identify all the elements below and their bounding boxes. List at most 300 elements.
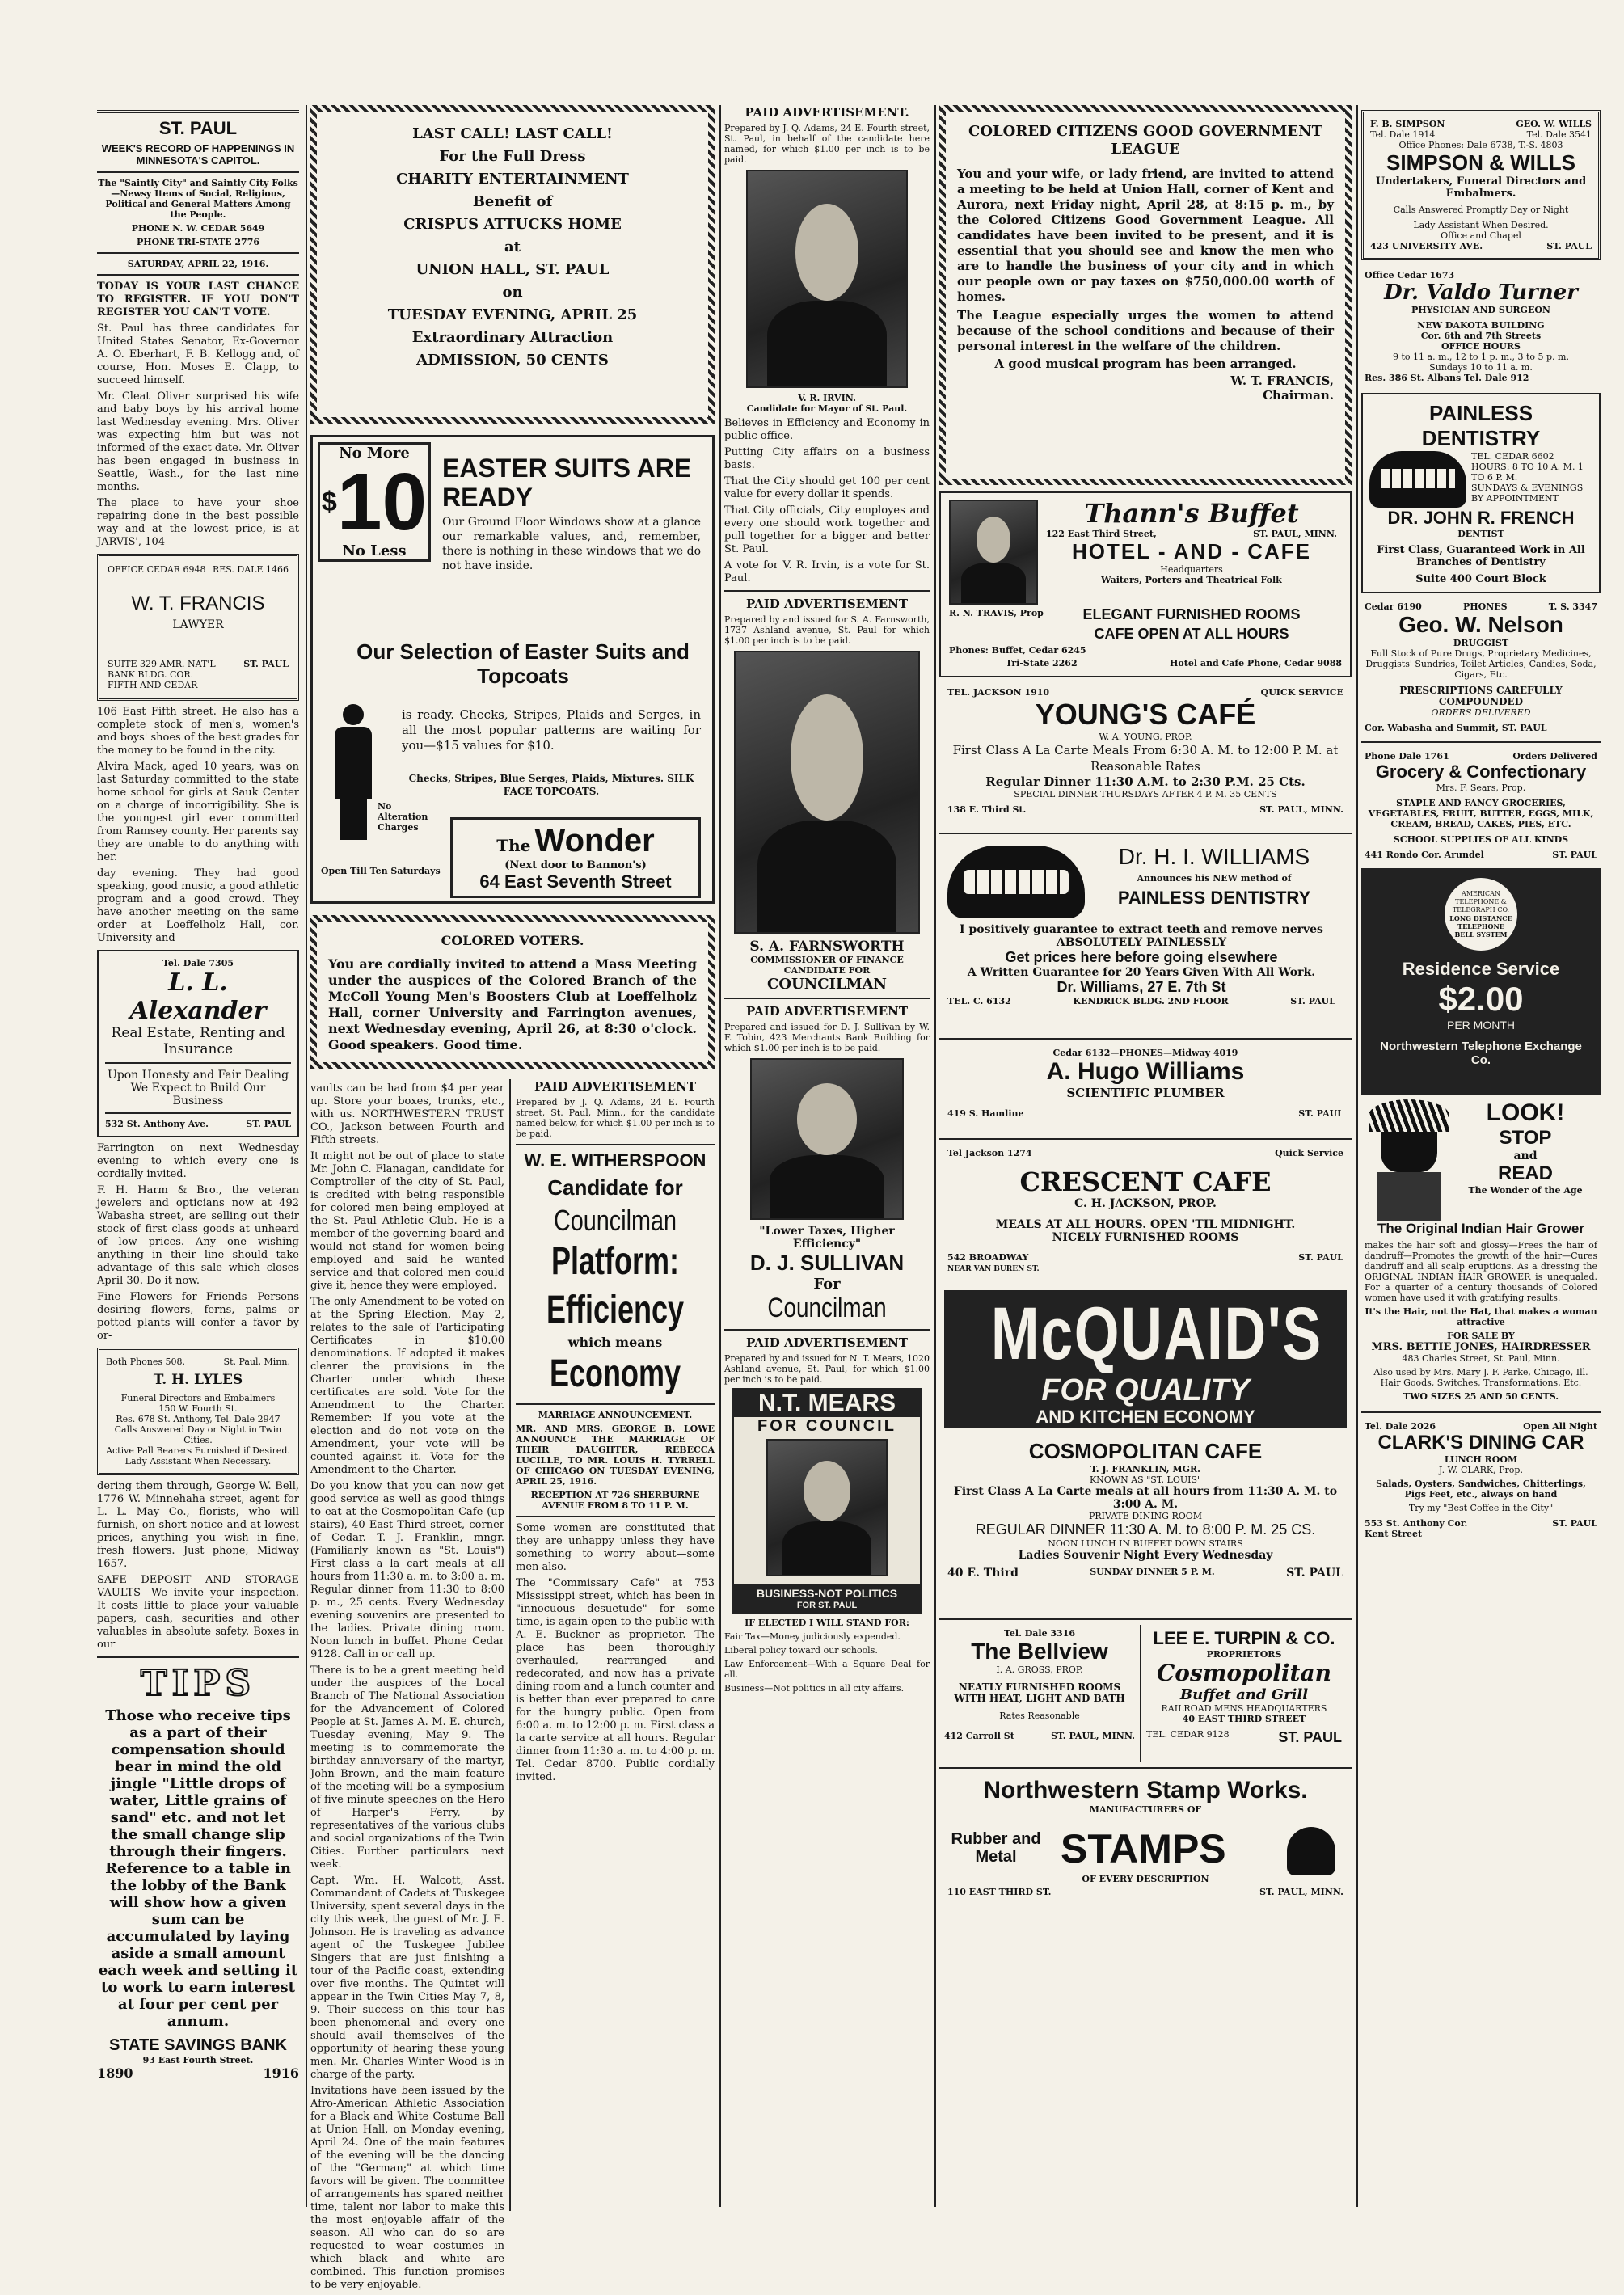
crescent-near: NEAR VAN BUREN ST.	[947, 1265, 1040, 1273]
thanns-phone: Phones: Buffet, Cedar 6245	[949, 645, 1086, 656]
sullivan-portrait	[750, 1058, 904, 1220]
voters-body: You are cordially invited to attend a Mass Meeting under the auspices of the Colored Branch of the McColl Young Men's Boosters Club at Loeffelholz Hall, corner University and Farrington avenues, next Wednesday evening, April 26, at 8:30 o'clock. Good speakers. Good time.	[328, 956, 697, 1053]
turpin-cosmo: Cosmopolitan	[1157, 1660, 1331, 1686]
clarks-addr: 553 St. Anthony Cor. Kent Street	[1365, 1518, 1468, 1539]
youngs-line-3: SPECIAL DINNER THURSDAYS AFTER 4 P. M. 35 CENTS	[1014, 789, 1277, 799]
subhead: WEEK'S RECORD OF HAPPENINGS IN MINNESOTA'S CAPITOL.	[101, 142, 295, 167]
grocery-addr: 441 Rondo Cor. Arundel	[1365, 850, 1484, 860]
thanns-rooms: ELEGANT FURNISHED ROOMS	[1082, 606, 1301, 622]
article-text: vaults can be had from $4 per year up. Store your boxes, trunks, etc., with us. NORTHWESTERN TRUST CO., Jackson between Fourth and Fifth streets.	[310, 1082, 504, 1146]
tel-co: Northwestern Telephone Exchange Co.	[1380, 1040, 1582, 1067]
phone-2: PHONE TRI-STATE 2776	[136, 237, 260, 247]
hg-look: LOOK!	[1486, 1099, 1565, 1126]
paid-ad-label: PAID ADVERTISEMENT.	[745, 105, 909, 120]
bellview-addr: 412 Carroll St	[944, 1731, 1014, 1741]
bellview-line-2: Rates Reasonable	[999, 1711, 1080, 1721]
turner-cor: Cor. 6th and 7th Streets	[1420, 331, 1542, 341]
bellview-turpin-row	[939, 1625, 1352, 1762]
lyles-line: Calls Answered Day or Night in Twin Cities.	[114, 1424, 282, 1445]
witherspoon-platform: Platform:	[550, 1240, 680, 1283]
voters-title: COLORED VOTERS.	[441, 933, 584, 948]
lc-line: LAST CALL! LAST CALL!	[412, 125, 613, 142]
paid-ad-prep: Prepared by J. Q. Adams, 24 E. Fourth street, St. Paul, in behalf of the candidate here named, for which $1.00 per inch is to be paid.	[724, 123, 930, 165]
alex-line-2: Upon Honesty and Fair Dealing We Expect to Build Our Business	[107, 1069, 289, 1107]
badge-line: AMERICAN TELEPHONE & TELEGRAPH CO.	[1452, 890, 1510, 913]
cosmo-sun: SUNDAY DINNER 5 P. M.	[1090, 1567, 1215, 1577]
crescent-cafe-ad	[939, 1145, 1352, 1282]
hg-sale: FOR SALE BY	[1447, 1331, 1515, 1341]
article-text: 106 East Fifth street. He also has a complete stock of men's, women's and boys' shoes of the best grades for the money to be found in the city.	[97, 706, 300, 757]
hg-saddr: 483 Charles Street, St. Paul, Minn.	[1402, 1353, 1560, 1364]
french-tel: TEL. CEDAR 6602	[1471, 451, 1554, 462]
cosmo-addr: 40 E. Third	[947, 1567, 1019, 1580]
dentures-icon	[947, 846, 1085, 918]
lyles-city: St. Paul, Minn.	[223, 1356, 290, 1367]
witherspoon-cand: Candidate for	[547, 1175, 683, 1200]
mcquaids-ad	[944, 1290, 1347, 1428]
farnsworth-portrait	[734, 651, 920, 934]
youngs-line: First Class A La Carte Meals From 6:30 A. M. to 12:00 P. M. at Reasonable Rates	[952, 743, 1339, 774]
youngs-name: YOUNG'S CAFÉ	[1035, 698, 1256, 731]
wonder-addr: 64 East Seventh Street	[479, 871, 672, 892]
french-sun: SUNDAYS & EVENINGS BY APPOINTMENT	[1471, 483, 1584, 504]
turpin-ad	[1141, 1625, 1347, 1762]
thanns-city: ST. PAUL, MINN.	[1253, 529, 1337, 539]
crescent-addr: 542 BROADWAY	[947, 1252, 1029, 1263]
stamp-city: ST. PAUL, MINN.	[1259, 1887, 1343, 1897]
williams-line-3: Get prices here before going elsewhere	[1005, 949, 1278, 965]
article-text: There is to be a great meeting held under the auspices of the Local Branch of The National Association for the Advancement of Colored People at St. James A. M. E. church, Tuesday evening, May 9. The meeting is to commemorate the birthday anniversary of the martyr, John Brown, and the main feature of the meeting will be a symposium of five minute speeches on the Hero of Harper's Ferry, by representatives of the various clubs and social organizations of the Twin Cities. Further particulars next week.	[310, 1664, 504, 1871]
article-text: It might not be out of place to state Mr. John C. Flanagan, candidate for Comptroller of the city of St. Paul, is credited with being responsible for colored men being employed at the St. Paul Athletic Club. He is a member of the governing board and would not stand for women being employed and said he wanted service and that colored men could give it, hence they were employed.	[310, 1150, 504, 1292]
clarks-prop: J. W. CLARK, Prop.	[1439, 1465, 1523, 1475]
alex-addr: 532 St. Anthony Ave.	[105, 1119, 209, 1129]
lyles-line: Res. 678 St. Anthony, Tel. Dale 2947	[116, 1414, 281, 1424]
french-dent: DENTIST	[1457, 529, 1504, 539]
mears-for: FOR COUNCIL	[757, 1417, 896, 1435]
thanns-hq-2: Waiters, Porters and Theatrical Folk	[1101, 575, 1282, 585]
stamp-stamps: STAMPS	[1061, 1826, 1226, 1871]
no-less: No Less	[342, 542, 407, 559]
article-text: Alvira Mack, aged 10 years, was on last Saturday committed to the state home school for girls at Sauk Center on a charge of incorrigibility. She is the youngest girl ever committed from Ramsey county. Her parents say they are unable to do anything with her.	[97, 761, 299, 863]
no-more: No More	[339, 445, 410, 462]
williams-pd: PAINLESS DENTISTRY	[1117, 888, 1311, 908]
thanns-phone-3: Hotel and Cafe Phone, Cedar 9088	[1170, 658, 1342, 669]
alex-city: ST. PAUL	[246, 1119, 291, 1129]
mcquaid-econ: AND KITCHEN ECONOMY	[1036, 1407, 1255, 1427]
turpin-city: ST. PAUL	[1278, 1729, 1342, 1745]
crescent-tel: Tel Jackson 1274	[947, 1148, 1032, 1158]
turner-name: Dr. Valdo Turner	[1384, 281, 1578, 305]
nelson-title: DRUGGIST	[1453, 638, 1509, 648]
lc-line: CRISPUS ATTUCKS HOME	[403, 216, 622, 233]
irvin-name: V. R. IRVIN.	[798, 393, 856, 403]
man-figure-icon	[329, 704, 378, 842]
tips-title: TIPS	[140, 1663, 256, 1704]
witherspoon-office: Councilman	[553, 1204, 677, 1237]
paid-ad-label: PAID ADVERTISEMENT	[534, 1079, 697, 1094]
mears-city: FOR ST. PAUL	[796, 1601, 858, 1610]
williams-line: I positively guarantee to extract teeth and remove nerves	[960, 923, 1323, 936]
sullivan-for: For	[813, 1276, 841, 1293]
simpson-desc: Undertakers, Funeral Directors and Embalmers.	[1375, 175, 1587, 200]
turner-office: Office Cedar 1673	[1365, 270, 1455, 281]
nelson-orders: ORDERS DELIVERED	[1431, 707, 1531, 718]
turpin-name: LEE E. TURPIN & CO.	[1153, 1628, 1335, 1648]
grocery-phone: Phone Dale 1761	[1365, 751, 1449, 761]
hg-also: Also used by Mrs. Mary J. F. Parke, Chicago, Ill. Hair Goods, Switches, Transformations, Etc.	[1373, 1367, 1588, 1388]
lyles-name: T. H. LYLES	[153, 1372, 243, 1388]
lyles-line: 150 W. Fourth St.	[158, 1403, 238, 1414]
bellview-name: The Bellview	[971, 1639, 1108, 1664]
youngs-quick: QUICK SERVICE	[1260, 687, 1343, 698]
paid-ad-prep: Prepared by J. Q. Adams, 24 E. Fourth street, St. Paul, Minn., for the candidate named below, for which $1.00 per inch is to be paid.	[516, 1097, 715, 1139]
grocery-school: SCHOOL SUPPLIES OF ALL KINDS	[1393, 834, 1569, 845]
bell-system-icon	[1445, 878, 1517, 951]
stamp-addr: 110 EAST THIRD ST.	[947, 1887, 1052, 1897]
column-2-text	[310, 1079, 504, 2295]
article-text: SAFE DEPOSIT AND STORAGE VAULTS—We invite your inspection. It costs little to place your valuable papers, cash, securities and other valuables in absolute safety. Boxes in our	[97, 1574, 299, 1651]
paid-ad-label: PAID ADVERTISEMENT	[745, 597, 909, 611]
thanns-name: Thann's Buffet	[1084, 498, 1299, 529]
dentures-icon	[1369, 451, 1466, 508]
lyles-line: Lady Assistant When Necessary.	[124, 1456, 272, 1466]
mears-elected: IF ELECTED I WILL STAND FOR:	[745, 1618, 909, 1628]
wonder-sub: Our Selection of Easter Suits and Topcoats	[356, 639, 690, 688]
hg-tag: It's the Hair, not the Hat, that makes a woman attractive	[1365, 1306, 1597, 1327]
paid-ad-prep: Prepared and issued for D. J. Sullivan by W. F. Tobin, 423 Merchants Bank Building for which $1.00 per inch is to be paid.	[724, 1022, 930, 1053]
williams-dentist-ad	[939, 839, 1352, 1033]
french-suite: Suite 400 Court Block	[1415, 573, 1546, 585]
article-text: That the City should get 100 per cent value for every dollar it spends.	[724, 475, 930, 500]
lc-line: at	[504, 238, 521, 255]
hugo-phones: Cedar 6132—PHONES—Midway 4019	[1052, 1048, 1238, 1058]
bank-year-start: 1890	[97, 2065, 133, 2081]
open-till: Open Till Ten Saturdays	[321, 866, 441, 876]
youngs-prop: W. A. YOUNG, PROP.	[1099, 732, 1192, 742]
french-line: First Class, Guaranteed Work in All Branches of Dentistry	[1377, 544, 1585, 568]
alex-name: L. L. Alexander	[129, 968, 267, 1025]
francis-lawyer-ad	[97, 554, 299, 701]
wonder-store-box	[450, 817, 701, 898]
no-alteration: No Alteration Charges	[378, 801, 428, 833]
wonder-name: Wonder	[534, 823, 655, 859]
williams-bldg: KENDRICK BLDG. 2ND FLOOR	[1073, 996, 1229, 1006]
lc-line: TUESDAY EVENING, APRIL 25	[387, 306, 638, 323]
turpin-prop: PROPRIETORS	[1206, 1649, 1282, 1660]
wonder-the: The	[496, 836, 531, 855]
youngs-addr: 138 E. Third St.	[947, 804, 1027, 815]
witherspoon-efficiency: Efficiency	[546, 1289, 685, 1331]
crescent-quick: Quick Service	[1275, 1148, 1343, 1158]
bellview-tel: Tel. Dale 3316	[1003, 1628, 1076, 1639]
tel-res: Residence Service	[1402, 959, 1560, 979]
williams-tel: TEL. C. 6132	[947, 996, 1011, 1006]
thanns-addr: 122 East Third Street,	[1046, 529, 1157, 539]
lc-line: ADMISSION, 50 CENTS	[416, 352, 609, 369]
simpson-t2: Tel. Dale 3541	[1526, 129, 1592, 140]
nelson-phones: PHONES	[1462, 601, 1508, 612]
tips-body: Those who receive tips as a part of their compensation should bear in mind the old jingle "Little drops of water, Little grains of sand" etc. and not let the small change slip through their fingers. Reference to a table in the lobby of the Bank will show how a given sum can be accumulated by laying aside a small amount each week and setting it to work to earn interest at four per cent per annum.	[98, 1707, 298, 2030]
badge-line-3: BELL SYSTEM	[1454, 930, 1508, 939]
simpson-n1: F. B. SIMPSON	[1370, 119, 1445, 129]
hair-grower-ad	[1361, 1095, 1601, 1407]
witherspoon-name: W. E. WITHERSPOON	[524, 1150, 707, 1171]
bellview-prop: I. A. GROSS, PROP.	[996, 1664, 1083, 1675]
nelson-name: Geo. W. Nelson	[1398, 612, 1563, 637]
cosmo-known: KNOWN AS "ST. LOUIS"	[1089, 1474, 1202, 1485]
league-body-3: A good musical program has been arranged.	[994, 356, 1297, 371]
grocery-desc: STAPLE AND FANCY GROCERIES, VEGETABLES, FRUIT, BUTTER, EGGS, MILK, CREAM, BREAD, CAKES, PIES, ETC.	[1368, 798, 1594, 829]
newspaper-page	[97, 105, 1601, 2291]
register-notice: TODAY IS YOUR LAST CHANCE TO REGISTER. IF YOU DON'T REGISTER YOU CAN'T VOTE.	[97, 281, 299, 319]
grocery-city: ST. PAUL	[1552, 850, 1597, 860]
hugo-addr: 419 S. Hamline	[947, 1108, 1024, 1119]
nelson-desc: Full Stock of Pure Drugs, Proprietary Medicines, Druggists' Sundries, Toilet Articles, Candies, Soda, Cigars, Etc.	[1365, 648, 1597, 680]
lyles-phones: Both Phones 508.	[106, 1356, 186, 1367]
mears-stand: Business—Not politics in all city affairs.	[724, 1683, 905, 1694]
williams-line-2: ABSOLUTELY PAINLESSLY	[1056, 936, 1227, 949]
thanns-buffet-ad	[939, 491, 1352, 677]
league-body-2: The League especially urges the women to attend because of the school conditions and because of their personal interest in the welfare of the children.	[957, 308, 1334, 353]
nelson-cor: Cor. Wabasha and Summit,	[1365, 723, 1499, 733]
youngs-tel: TEL. JACKSON 1910	[947, 687, 1050, 698]
lc-line: on	[502, 284, 523, 301]
sullivan-slogan: "Lower Taxes, Higher Efficiency"	[759, 1225, 895, 1251]
article-text: F. H. Harm & Bro., the veteran jewelers and opticians now at 492 Wabasha street, are selling out their stock of first class goods at unheard of low prices. Any one wishing anything in their line should take advantage of this sale which closes April 30. Do it now.	[97, 1184, 299, 1287]
simpson-chapel: Office and Chapel	[1441, 230, 1521, 241]
office-phone: OFFICE CEDAR 6948	[108, 564, 206, 575]
sullivan-name: D. J. SULLIVAN	[749, 1251, 905, 1275]
grocery-del: Orders Delivered	[1512, 751, 1597, 761]
price-box: No More $10 No Less	[318, 442, 431, 562]
lyles-line: Funeral Directors and Embalmers	[120, 1393, 276, 1403]
article-text: Some women are constituted that they are unhappy unless they have something to worry about—some men also.	[516, 1522, 715, 1573]
crescent-line-2: NICELY FURNISHED ROOMS	[1052, 1231, 1239, 1244]
colored-voters-ad	[310, 915, 715, 1069]
hugo-title: SCIENTIFIC PLUMBER	[1066, 1086, 1225, 1100]
turner-physician-ad	[1361, 265, 1601, 388]
cosmo-mgr: T. J. FRANKLIN, MGR.	[1090, 1464, 1200, 1474]
bellview-line: NEATLY FURNISHED ROOMS WITH HEAT, LIGHT AND BATH	[954, 1681, 1125, 1704]
clarks-city: ST. PAUL	[1552, 1518, 1597, 1529]
turpin-addr: 40 EAST THIRD STREET	[1182, 1714, 1306, 1724]
turner-res: Res. 386 St. Albans Tel. Dale 912	[1365, 373, 1529, 383]
mears-portrait	[766, 1439, 888, 1576]
crescent-prop: C. H. JACKSON, PROP.	[1074, 1197, 1217, 1210]
cosmo-city: ST. PAUL	[1286, 1567, 1343, 1580]
mcquaid-for: FOR	[1041, 1373, 1107, 1407]
simpson-addr: 423 UNIVERSITY AVE.	[1370, 241, 1483, 251]
french-title: PAINLESS DENTISTRY	[1421, 401, 1541, 450]
hg-name: The Original Indian Hair Grower	[1377, 1221, 1584, 1236]
league-title: COLORED CITIZENS GOOD GOVERNMENT LEAGUE	[968, 123, 1322, 158]
farnsworth-name: S. A. FARNSWORTH	[749, 939, 905, 955]
hg-body: makes the hair soft and glossy—Frees the hair of dandruff—Promotes the growth of the hair—Cures dandruff and all scalp eruptions. As a dressing the ORIGINAL INDIAN HAIR GROWER is unequaled. For a quarter of a century thousands of Colored women have used it with gratifying results.	[1365, 1240, 1597, 1303]
grocery-ad	[1361, 748, 1601, 863]
turner-title: PHYSICIAN AND SURGEON	[1411, 305, 1550, 315]
bellview-ad	[939, 1625, 1141, 1762]
sullivan-office: Councilman	[767, 1293, 887, 1323]
hg-wonder: The Wonder of the Age	[1468, 1185, 1583, 1196]
clarks-open: Open All Night	[1523, 1421, 1597, 1432]
nelson-pres: PRESCRIPTIONS CAREFULLY COMPOUNDED	[1399, 685, 1563, 707]
alex-tel: Tel. Dale 7305	[162, 958, 234, 968]
paid-ad-label: PAID ADVERTISEMENT	[745, 1004, 909, 1019]
bank-addr: 93 East Fourth Street.	[142, 2055, 254, 2065]
mears-poster	[732, 1388, 922, 1614]
league-sig-title: Chairman.	[1263, 388, 1334, 403]
simpson-t1: Tel. Dale 1914	[1370, 129, 1436, 140]
mears-stand: Fair Tax—Money judiciously expended.	[724, 1631, 901, 1642]
thanns-phone-2: Tri-State 2262	[1006, 658, 1078, 669]
article-text: Do you know that you can now get good service as well as good things to eat at the Cosmopolitan Cafe (up stairs), 40 East Third street, corner of Cedar. T. J. Franklin, mngr. (Familiarly known as "St. Louis") First class a la cart meals at all hours from 11:30 a. m. to 3:00 a. m. Regular dinner from 11:30 to 8:00 p. m., 25 cents. Every Wednesday evening souvenirs are presented to the ladies. Private dining room. Noon lunch in buffet. Phone Cedar 9128. Call in or call up.	[310, 1480, 504, 1660]
mears-name: N.T. MEARS	[734, 1390, 920, 1417]
youngs-city: ST. PAUL, MINN.	[1259, 804, 1343, 815]
cosmo-line: First Class A La Carte meals at all hours from 11:30 A. M. to 3:00 A. M.	[953, 1485, 1338, 1511]
alex-line-1: Real Estate, Renting and Insurance	[111, 1025, 285, 1057]
bank-name: STATE SAVINGS BANK	[108, 2036, 287, 2054]
stamp-icon	[1287, 1827, 1335, 1875]
price: 10	[336, 457, 428, 547]
tagline: The "Saintly City" and Saintly City Folks—Newsy Items of Social, Religious, Political and General Matters Among the People.	[98, 178, 298, 220]
marriage-title: MARRIAGE ANNOUNCEMENT.	[538, 1410, 693, 1420]
wonder-body-2: is ready. Checks, Stripes, Plaids and Serges, in all the most popular patterns are waiting for you—$15 values for $10.	[402, 707, 701, 753]
french-name: DR. JOHN R. FRENCH	[1387, 508, 1575, 528]
article-text: St. Paul has three candidates for United States Senator, Ex-Governor A. O. Eberhart, F. B. Kellogg and, of course, Hon. Moses E. Clapp, to succeed himself.	[97, 323, 299, 386]
grocery-prop: Mrs. F. Sears, Prop.	[1436, 783, 1526, 793]
lawyer-city: ST. PAUL	[243, 659, 289, 669]
tel-price: $2.00	[1438, 980, 1524, 1018]
masthead: ST. PAUL	[158, 118, 238, 138]
hugo-williams-ad	[939, 1044, 1352, 1133]
paid-ad-prep: Prepared by and issued for N. T. Mears, 1020 Ashland avenue, St. Paul, for which $1.00 per inch is to be paid.	[724, 1353, 930, 1385]
wonder-body: Our Ground Floor Windows show at a glance our remarkable values, and, remember, there is nothing in these windows that we do not have inside.	[442, 516, 701, 572]
article-text: A vote for V. R. Irvin, is a vote for St. Paul.	[724, 559, 930, 584]
lc-line: Extraordinary Attraction	[411, 329, 614, 346]
cosmo-line-4: NOON LUNCH IN BUFFET DOWN STAIRS	[1048, 1538, 1243, 1549]
lc-line: UNION HALL, ST. PAUL	[415, 261, 610, 278]
phone-1: PHONE N. W. CEDAR 5649	[131, 223, 265, 234]
tel-per: PER MONTH	[1447, 1019, 1515, 1031]
alexander-ad	[97, 950, 299, 1137]
marriage-reception: RECEPTION AT 726 SHERBURNE AVENUE FROM 8 TO 11 P. M.	[530, 1490, 700, 1511]
paid-ad-prep: Prepared by and issued for S. A. Farnsworth, 1737 Ashland avenue, St. Paul for which $1.00 per inch is to be paid.	[724, 614, 930, 646]
good-government-league-ad	[939, 105, 1352, 485]
crescent-city: ST. PAUL	[1298, 1252, 1343, 1263]
stamp-desc: OF EVERY DESCRIPTION	[1082, 1874, 1209, 1884]
hg-and: and	[1513, 1150, 1538, 1162]
article-text: Farrington on next Wednesday evening to which every one is cordially invited.	[97, 1142, 299, 1180]
clarks-try: Try my "Best Coffee in the City"	[1408, 1503, 1554, 1513]
article-text: The only Amendment to be voted on at the Spring Election, May 2, relates to the sale of Participating Certificates in $10.00 denominations. If adopted it makes clearer the provisions in the Charter under which these certificates are sold. Vote for the Amendment to the Charter. Remember: If you vote at the election and do not vote on the Amendment, your vote will be counted against it. Vote for the Amendment to the Charter.	[310, 1296, 504, 1476]
williams-city: ST. PAUL	[1290, 996, 1335, 1006]
crescent-name: CRESCENT CAFE	[1019, 1166, 1272, 1197]
wonder-next: (Next door to Bannon's)	[504, 859, 647, 871]
simpson-calls: Calls Answered Promptly Day or Night	[1393, 205, 1569, 215]
turner-h1: 9 to 11 a. m., 12 to 1 p. m., 3 to 5 p. m.	[1393, 352, 1569, 362]
mcquaid-name: McQUAID'S	[990, 1293, 1322, 1375]
article-text: dering them through, George W. Bell, 1776 W. Minnehaha street, agent for L. L. May Co., florists, who will furnish, on short notice and at lowest prices, anything you wish in fine, fresh flowers. Just phone, Midway 1657.	[97, 1480, 299, 1570]
column-2-3	[310, 105, 715, 2291]
simpson-office: Office Phones: Dale 6738, T.-S. 4803	[1398, 140, 1563, 150]
article-text: Fine Flowers for Friends—Persons desiring flowers, ferns, palms or potted plants will confer a favor by or-	[97, 1291, 299, 1342]
turner-bldg: NEW DAKOTA BUILDING	[1417, 320, 1545, 331]
mears-stand: Law Enforcement—With a Square Deal for all.	[724, 1659, 930, 1680]
badge-line-2: LONG DISTANCE TELEPHONE	[1449, 914, 1512, 930]
irvin-cand: Candidate for Mayor of St. Paul.	[746, 403, 908, 414]
mears-stand: Liberal policy toward our schools.	[724, 1645, 878, 1656]
bellview-city: ST. PAUL, MINN.	[1051, 1731, 1135, 1741]
league-sig: W. T. FRANCIS,	[1230, 373, 1334, 388]
column-1	[97, 105, 299, 2207]
turpin-hq: RAILROAD MENS HEADQUARTERS	[1161, 1703, 1327, 1714]
mears-slogan: BUSINESS-NOT POLITICS	[756, 1587, 898, 1600]
williams-ann: Announces his NEW method of	[1137, 873, 1292, 884]
lyles-ad	[97, 1348, 299, 1475]
farnsworth-cand: CANDIDATE FOR	[783, 965, 871, 976]
lc-line: For the Full Dress	[439, 148, 586, 165]
article-text: The place to have your shoe repairing done in the best possible way and at the lowest price, is at JARVIS', 104-	[97, 497, 299, 548]
clarks-name: CLARK'S DINING CAR	[1377, 1432, 1584, 1453]
turner-hours: OFFICE HOURS	[1441, 341, 1521, 352]
thanns-open: CAFE OPEN AT ALL HOURS	[1094, 626, 1289, 642]
stamp-mfr: MANUFACTURERS OF	[1089, 1804, 1202, 1815]
farnsworth-title: COMMISSIONER OF FINANCE	[750, 955, 904, 965]
farnsworth-office: COUNCILMAN	[767, 976, 887, 993]
lc-line: Benefit of	[472, 193, 553, 210]
paid-ad-label: PAID ADVERTISEMENT	[745, 1335, 909, 1350]
cosmopolitan-cafe-ad	[939, 1436, 1352, 1614]
hg-read: READ	[1497, 1162, 1553, 1184]
crescent-line: MEALS AT ALL HOURS. OPEN 'TIL MIDNIGHT.	[995, 1218, 1296, 1231]
article-text: The "Commissary Cafe" at 753 Mississippi street, which has been in "innocuous desuetude" for some time, is again open to the public with A. E. Buckner as proprietor. The place has been thoroughly overhauled, rearranged and redecorated, and now has a private dining room and a lunch counter and is better than ever prepared to care for the hungry public. Open from 6:00 a. m. to 12:00 p. m. First class a la carte service at all hours. Regular dinner from 11:30 a. m. to 4:00 p. m. Tel. Cedar 8700. Public cordially invited.	[516, 1577, 715, 1783]
lawyer-suite: SUITE 329 AMR. NAT'L BANK BLDG. COR. FIFTH AND CEDAR	[108, 659, 216, 690]
column-4	[724, 105, 930, 2207]
lc-line: CHARITY ENTERTAINMENT	[396, 171, 629, 188]
hg-stop: STOP	[1499, 1127, 1552, 1149]
nelson-druggist-ad	[1361, 598, 1601, 736]
nelson-cedar: Cedar 6190	[1365, 601, 1422, 612]
irvin-portrait	[746, 170, 908, 388]
cosmo-name: COSMOPOLITAN CAFE	[1028, 1439, 1263, 1463]
article-text: Believes in Efficiency and Economy in public office.	[724, 417, 930, 442]
witherspoon-which: which means	[567, 1335, 663, 1350]
thanns-prop: R. N. TRAVIS, Prop	[949, 608, 1044, 618]
wonder-headline: EASTER SUITS ARE READY	[442, 454, 692, 512]
simpson-city: ST. PAUL	[1546, 241, 1592, 251]
indian-chief-icon	[1365, 1099, 1453, 1221]
cosmo-line-3: REGULAR DINNER 11:30 A. M. to 8:00 P. M. 25 CS.	[975, 1521, 1316, 1538]
issue-date: SATURDAY, APRIL 22, 1916.	[127, 259, 269, 269]
nelson-city: ST. PAUL	[1501, 723, 1547, 733]
clarks-dining-car-ad	[1361, 1418, 1601, 1542]
wonder-ad	[310, 435, 715, 904]
nelson-ts: T. S. 3347	[1548, 601, 1597, 612]
league-body: You and your wife, or lady friend, are invited to attend a meeting to be held at Union Hall, corner of Kent and Aurora, next Friday night, April 28, at 8:15 p. m., by the Colored Citizens Good Government League. All candidates have been invited to be present, and it is essential that you should see and know the men who are to handle the business of your city and in which our people own or pay taxes on $750,000.00 worth of homes.	[957, 167, 1334, 304]
telephone-ad	[1361, 868, 1601, 1095]
simpson-name: SIMPSON & WILLS	[1386, 150, 1575, 175]
clarks-lunch: LUNCH ROOM	[1444, 1454, 1518, 1465]
simpson-lady: Lady Assistant When Desired.	[1413, 220, 1549, 230]
turner-h2: Sundays 10 to 11 a. m.	[1429, 362, 1533, 373]
column-7	[1361, 105, 1601, 2207]
hugo-city: ST. PAUL	[1298, 1108, 1343, 1119]
turpin-tel: TEL. CEDAR 9128	[1146, 1729, 1230, 1740]
thanns-hq: Headquarters	[1160, 564, 1223, 575]
last-call-ad	[310, 105, 715, 424]
youngs-line-2: Regular Dinner 11:30 A.M. to 2:30 P.M. 25 Cts.	[985, 774, 1306, 789]
article-text: Invitations have been issued by the Afro-American Athletic Association for a Black and White Costume Ball at Union Hall, on Monday evening, April 24. One of the main features of the evening will be the dancing of the "German;" at which time favors will be given. The committee of arrangements has spared neither time, talent nor labor to make this the most enjoyable affair of the season. All who can do so are requested to wear costumes in which black and white are combined. This function promises to be very enjoyable.	[310, 2085, 504, 2291]
